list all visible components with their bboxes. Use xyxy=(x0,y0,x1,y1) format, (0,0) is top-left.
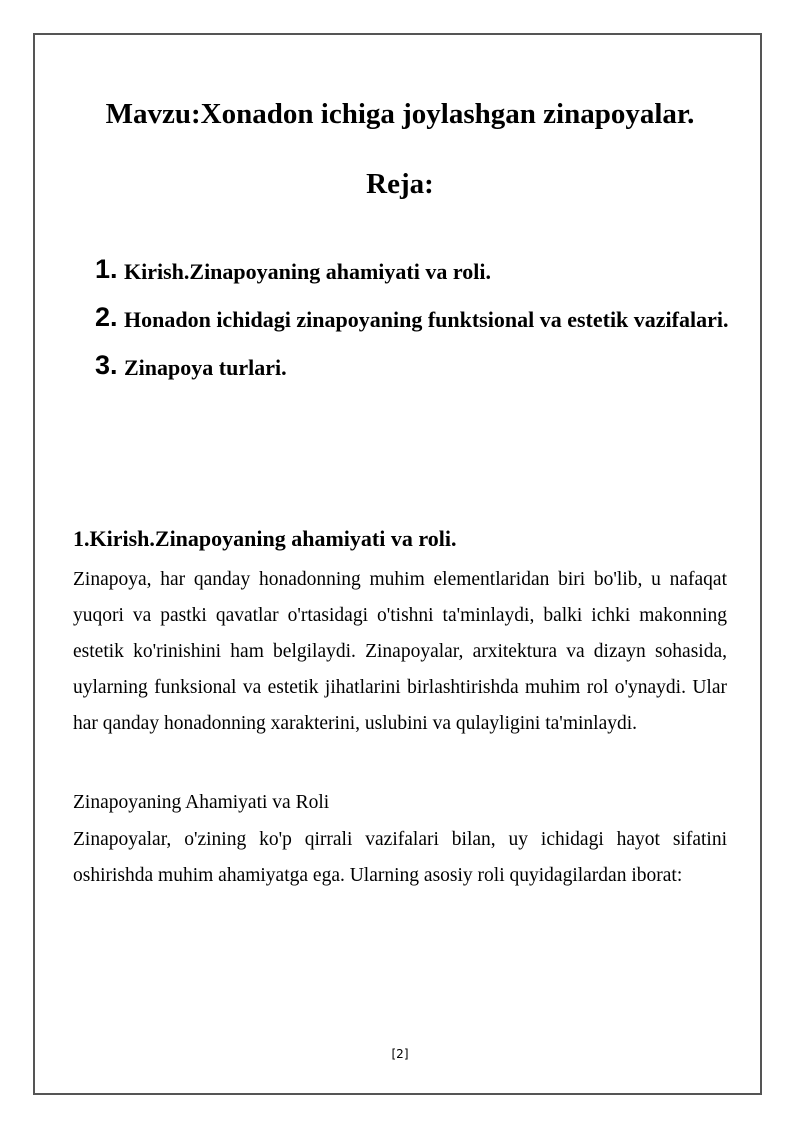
plan-item-text: Kirish.Zinapoyaning ahamiyati va roli. xyxy=(124,259,491,284)
plan-item xyxy=(95,298,735,340)
plan-item-text: Honadon ichidagi zinapoyaning funktsional va estetik vazifalari. xyxy=(124,307,729,332)
plan-heading: Reja: xyxy=(366,168,434,200)
document-title: Mavzu:Xonadon ichiga joylashgan zinapoyalar. xyxy=(105,98,695,130)
page-number: [2] xyxy=(391,1047,409,1061)
plan-item-number: 1. xyxy=(95,254,118,284)
paragraph-role: Zinapoyalar, o'zining ko'p qirrali vazifalari bilan, uy ichidagi hayot sifatini oshirishda muhim ahamiyatga ega. Ularning asosiy roli quyidagilardan iborat: xyxy=(73,829,727,886)
plan-item-number: 3. xyxy=(95,350,118,380)
plan-item-text: Zinapoya turlari. xyxy=(124,355,287,380)
subheading: Zinapoyaning Ahamiyati va Roli xyxy=(73,792,330,813)
section-heading: 1.Kirish.Zinapoyaning ahamiyati va roli. xyxy=(73,526,457,551)
paragraph-intro: Zinapoya, har qanday honadonning muhim elementlaridan biri bo'lib, u nafaqat yuqori va pastki qavatlar o'rtasidagi o'tishni ta'minlaydi, balki ichki makonning estetik ko'rinishini ham belgilaydi. Zinapoyalar, arxitektura va dizayn sohasida, uylarning funksional va estetik jihatlarini birlashtirishda muhim rol o'ynaydi. Ular har qanday honadonning xarakterini, uslubini va qulayligini ta'minlaydi. xyxy=(73,569,727,734)
plan-item xyxy=(95,346,735,388)
plan-item xyxy=(95,250,735,292)
plan-item-number: 2. xyxy=(95,302,118,332)
plan-list xyxy=(95,250,735,394)
